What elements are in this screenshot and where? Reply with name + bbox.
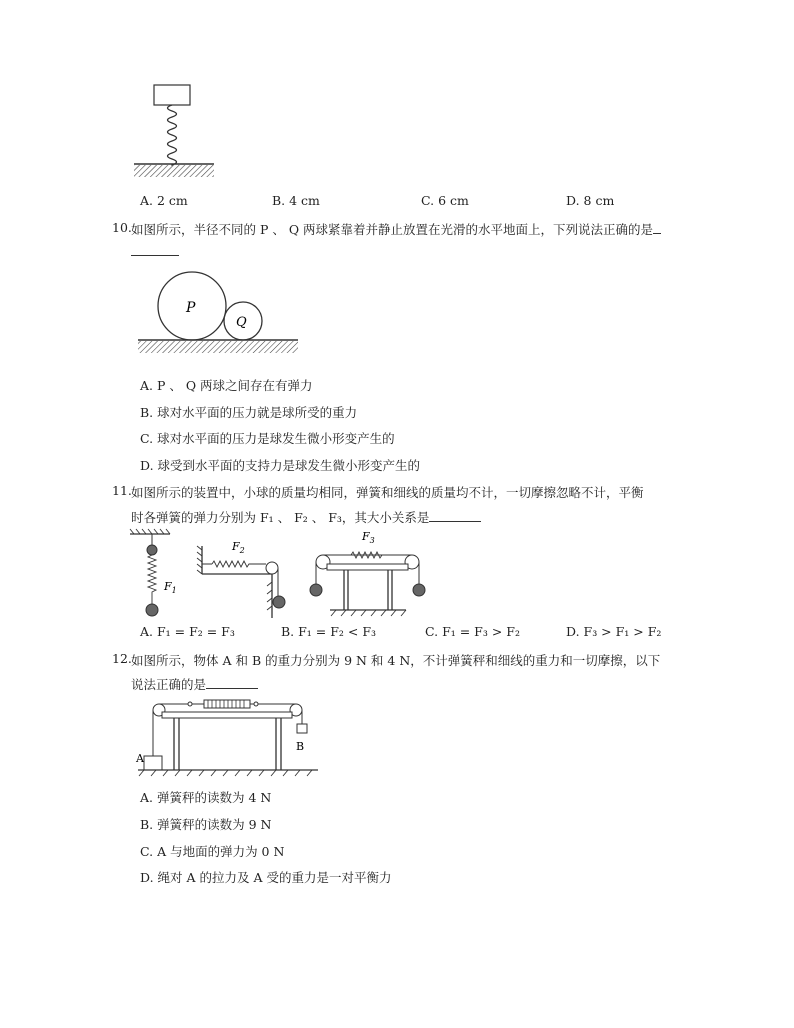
ground-hatch xyxy=(134,165,214,177)
label-a: A xyxy=(136,752,144,765)
q12-option-c[interactable]: C. A 与地面的弹力为 0 N xyxy=(140,844,285,859)
q9-option-b[interactable]: B. 4 cm xyxy=(272,193,320,208)
q12-pulley-figure xyxy=(134,696,320,780)
q12-option-b[interactable]: B. 弹簧秤的读数为 9 N xyxy=(140,817,272,832)
q10-option-b[interactable]: B. 球对水平面的压力就是球所受的重力 xyxy=(140,405,358,420)
block xyxy=(154,85,190,105)
q12-stem-text: 说法正确的是 xyxy=(131,677,207,692)
q12-number: 12. xyxy=(112,651,132,666)
ball-3a xyxy=(310,584,322,596)
label-f2: $F_2$ xyxy=(232,540,245,555)
q10-option-c[interactable]: C. 球对水平面的压力是球发生微小形变产生的 xyxy=(140,431,395,446)
ground-hatch xyxy=(138,341,298,353)
q12-stem-line1: 如图所示，物体 A 和 B 的重力分别为 9 N 和 4 N，不计弹簧秤和细线的重力和一切摩擦，以下 xyxy=(131,653,661,668)
q11-stem-line1: 如图所示的装置中，小球的质量均相同，弹簧和细线的质量均不计，一切摩擦忽略不计，平衡 xyxy=(131,485,644,500)
q12-stem-line2 xyxy=(131,675,258,693)
q11-springs-figure xyxy=(126,526,446,622)
q11-option-d[interactable]: D. F₃ > F₁ > F₂ xyxy=(566,624,662,639)
spring-2 xyxy=(212,561,266,567)
q11-option-a[interactable]: A. F₁ = F₂ = F₃ xyxy=(140,624,235,639)
q11-option-b[interactable]: B. F₁ = F₂ < F₃ xyxy=(281,624,377,639)
answer-blank[interactable] xyxy=(653,221,661,234)
label-q: Q xyxy=(236,315,247,330)
label-f3: $F_3$ xyxy=(362,530,375,545)
answer-blank[interactable] xyxy=(429,509,481,522)
q11-number: 11. xyxy=(112,483,132,498)
ball-1b xyxy=(146,604,158,616)
q11-stem-line2 xyxy=(131,508,481,526)
q10-blank-line2[interactable] xyxy=(131,243,179,259)
q12-option-d[interactable]: D. 绳对 A 的拉力及 A 受的重力是一对平衡力 xyxy=(140,870,392,885)
ball-2 xyxy=(273,596,285,608)
q10-balls-figure xyxy=(136,266,300,356)
q10-option-a[interactable]: A. P 、 Q 两球之间存在有弹力 xyxy=(140,378,313,393)
pulley-2 xyxy=(266,562,278,574)
q9-spring-figure xyxy=(128,80,223,185)
q9-option-d[interactable]: D. 8 cm xyxy=(566,193,615,208)
q9-option-c[interactable]: C. 6 cm xyxy=(421,193,469,208)
spring-coil xyxy=(168,105,177,165)
answer-blank[interactable] xyxy=(206,676,258,689)
q10-stem xyxy=(131,220,661,238)
q10-stem-text: 如图所示，半径不同的 P 、 Q 两球紧靠着并静止放置在光滑的水平地面上，下列说法正确的是 xyxy=(131,222,654,237)
q12-option-a[interactable]: A. 弹簧秤的读数为 4 N xyxy=(140,790,272,805)
label-b: B xyxy=(296,740,305,753)
label-f1: $F_1$ xyxy=(164,580,177,595)
block-a xyxy=(144,756,162,770)
q11-option-c[interactable]: C. F₁ = F₃ > F₂ xyxy=(425,624,520,639)
block-b xyxy=(297,724,307,733)
ball-3b xyxy=(413,584,425,596)
q9-option-a[interactable]: A. 2 cm xyxy=(140,193,188,208)
q10-number: 10. xyxy=(112,220,132,235)
q11-stem-text: 时各弹簧的弹力分别为 F₁ 、 F₂ 、 F₃，其大小关系是 xyxy=(131,510,430,525)
spring-1 xyxy=(148,555,156,604)
spring-scale xyxy=(204,700,250,708)
label-p: P xyxy=(186,300,196,316)
q10-option-d[interactable]: D. 球受到水平面的支持力是球发生微小形变产生的 xyxy=(140,458,421,473)
ball-1a xyxy=(147,545,157,555)
